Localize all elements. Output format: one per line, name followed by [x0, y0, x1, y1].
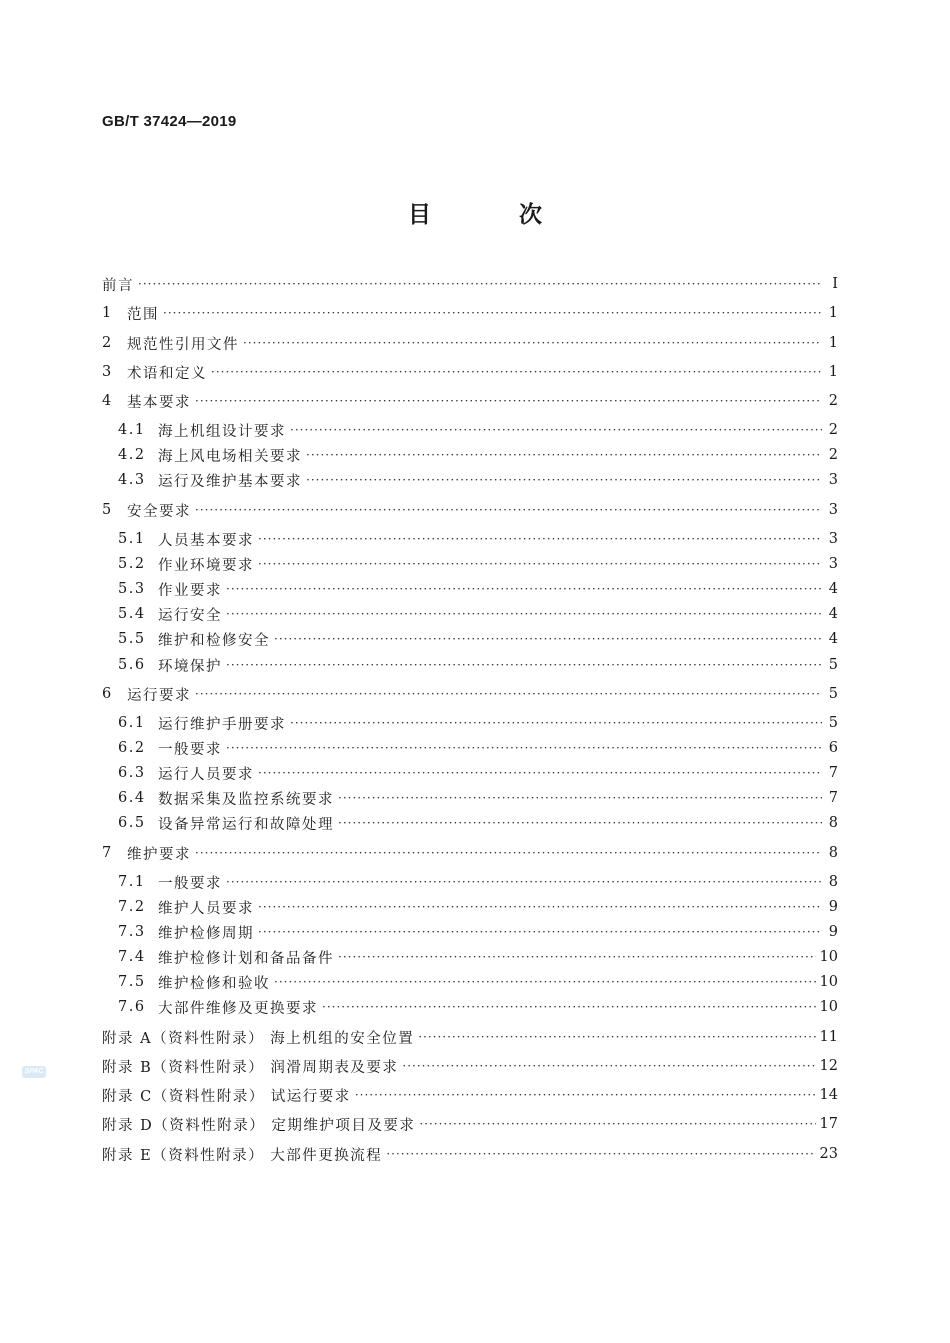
- toc-entry[interactable]: [118, 811, 838, 835]
- toc-entry[interactable]: [102, 841, 838, 865]
- dot-leader: [338, 950, 816, 964]
- toc-entry-page: 2: [828, 422, 838, 438]
- toc-entry-page: 3: [828, 472, 838, 488]
- toc-entry-page: Ⅰ: [832, 276, 838, 292]
- toc-entry[interactable]: [118, 443, 838, 467]
- toc-entry[interactable]: [102, 1025, 838, 1049]
- toc-entry-label: 海上风电场相关要求: [158, 448, 302, 465]
- toc-entry[interactable]: [118, 627, 838, 651]
- dot-leader: [195, 503, 822, 517]
- toc-entry[interactable]: [118, 552, 838, 576]
- toc-entry-number: 7.1: [118, 874, 146, 890]
- toc-entry-number: 7: [102, 845, 113, 861]
- standard-code: GB/T 37424—2019: [102, 113, 237, 130]
- toc-entry[interactable]: [118, 970, 838, 994]
- toc-entry-number: 7.2: [118, 899, 146, 915]
- toc-entry-page: 2: [828, 393, 838, 409]
- dot-leader: [386, 1147, 815, 1161]
- toc-entry-number: 6.1: [118, 715, 146, 731]
- dot-leader: [226, 582, 822, 596]
- toc-entry-page: 4: [828, 606, 838, 622]
- toc-entry-number: 6.2: [118, 740, 146, 756]
- toc-entry[interactable]: [102, 682, 838, 706]
- toc-entry-number: 5.5: [118, 631, 146, 647]
- dot-leader: [195, 846, 822, 860]
- toc-entry-label: 运行维护手册要求: [158, 716, 286, 733]
- toc-entry[interactable]: [102, 498, 838, 522]
- toc-entry-number: 3: [102, 364, 113, 380]
- dot-leader: [274, 975, 816, 989]
- toc-entry-number: 5.1: [118, 531, 146, 547]
- toc-entry-label: 设备异常运行和故障处理: [158, 816, 334, 833]
- toc-entry-page: 5: [828, 715, 838, 731]
- toc-entry-number: 7.3: [118, 924, 146, 940]
- toc-entry-page: 2: [828, 447, 838, 463]
- toc-entry-label: 作业环境要求: [158, 557, 254, 574]
- toc-entry-label: 附录 B（资料性附录） 润滑周期表及要求: [102, 1059, 399, 1076]
- toc-entry-page: 14: [819, 1087, 838, 1103]
- toc-entry-page: 1: [828, 364, 838, 380]
- toc-entry-number: 5.4: [118, 606, 146, 622]
- dot-leader: [419, 1117, 815, 1131]
- toc-entry-number: 6.4: [118, 790, 146, 806]
- toc-entry-page: 8: [828, 845, 838, 861]
- toc-entry-label: 数据采集及监控系统要求: [158, 791, 334, 808]
- toc-entry-page: 6: [828, 740, 838, 756]
- toc-entry-page: 9: [828, 924, 838, 940]
- toc-entry-label: 术语和定义: [127, 365, 207, 382]
- toc-entry-label: 环境保护: [158, 658, 222, 675]
- toc-entry[interactable]: [102, 389, 838, 413]
- toc-entry-label: 范围: [127, 306, 159, 323]
- toc-entry-number: 7.5: [118, 974, 146, 990]
- dot-leader: [243, 336, 822, 350]
- toc-entry-number: 4.1: [118, 422, 146, 438]
- dot-leader: [195, 687, 822, 701]
- toc-entry-label: 附录 C（资料性附录） 试运行要求: [102, 1088, 351, 1105]
- dot-leader: [306, 448, 822, 462]
- toc-entry[interactable]: [102, 360, 838, 384]
- toc-entry[interactable]: [118, 920, 838, 944]
- toc-entry[interactable]: [118, 895, 838, 919]
- dot-leader: [290, 716, 822, 730]
- toc-entry-number: 5.6: [118, 657, 146, 673]
- toc-entry[interactable]: [102, 301, 838, 325]
- toc-entry-number: 5.3: [118, 581, 146, 597]
- toc-entry-label: 一般要求: [158, 875, 222, 892]
- toc-entry-page: 8: [828, 815, 838, 831]
- toc-entry[interactable]: [118, 761, 838, 785]
- dot-leader: [306, 473, 822, 487]
- dot-leader: [355, 1088, 816, 1102]
- toc-entry[interactable]: [118, 468, 838, 492]
- toc-entry-label: 维护要求: [127, 846, 191, 863]
- dot-leader: [226, 741, 822, 755]
- toc-entry-page: 7: [828, 790, 838, 806]
- dot-leader: [195, 394, 822, 408]
- toc-entry[interactable]: [118, 786, 838, 810]
- dot-leader: [226, 607, 822, 621]
- dot-leader: [211, 365, 822, 379]
- toc-entry-label: 附录 A（资料性附录） 海上机组的安全位置: [102, 1030, 415, 1047]
- toc-entry[interactable]: [118, 995, 838, 1019]
- toc-entry-page: 10: [819, 974, 838, 990]
- toc-entry-label: 维护和检修安全: [158, 632, 270, 649]
- toc-entry-label: 大部件维修及更换要求: [158, 1000, 318, 1017]
- toc-entry[interactable]: [118, 602, 838, 626]
- toc-entry-label: 作业要求: [158, 582, 222, 599]
- toc-entry[interactable]: [118, 870, 838, 894]
- toc-entry[interactable]: [102, 1112, 838, 1136]
- dot-leader: [274, 632, 822, 646]
- toc-entry-number: 4: [102, 393, 113, 409]
- toc-entry-page: 11: [819, 1029, 838, 1045]
- toc-entry-page: 12: [819, 1058, 838, 1074]
- toc-entry-page: 1: [828, 335, 838, 351]
- dot-leader: [338, 816, 822, 830]
- toc-entry-page: 23: [819, 1146, 838, 1162]
- toc-entry-label: 维护检修和验收: [158, 975, 270, 992]
- toc-entry-page: 10: [819, 999, 838, 1015]
- toc-entry-label: 附录 E（资料性附录） 大部件更换流程: [102, 1147, 383, 1164]
- dot-leader: [402, 1059, 815, 1073]
- dot-leader: [338, 791, 822, 805]
- dot-leader: [322, 1000, 816, 1014]
- toc-entry-label: 基本要求: [127, 394, 191, 411]
- dot-leader: [226, 875, 822, 889]
- dot-leader: [290, 423, 822, 437]
- toc-entry-number: 6.3: [118, 765, 146, 781]
- toc-entry[interactable]: [118, 945, 838, 969]
- toc-entry-number: 2: [102, 335, 113, 351]
- toc-entry-label: 运行要求: [127, 687, 191, 704]
- toc-entry[interactable]: [102, 1054, 838, 1078]
- dot-leader: [258, 900, 822, 914]
- dot-leader: [258, 557, 822, 571]
- toc-entry[interactable]: [118, 418, 838, 442]
- toc-entry-label: 附录 D（资料性附录） 定期维护项目及要求: [102, 1117, 416, 1134]
- toc-entry-page: 3: [828, 556, 838, 572]
- toc-entry[interactable]: [118, 711, 838, 735]
- dot-leader: [258, 766, 822, 780]
- toc-entry-number: 5.2: [118, 556, 146, 572]
- toc-entry-number: 1: [102, 305, 113, 321]
- toc-entry[interactable]: [118, 653, 838, 677]
- toc-entry-number: 4.3: [118, 472, 146, 488]
- toc-entry-label: 海上机组设计要求: [158, 423, 286, 440]
- toc-entry-number: 5: [102, 502, 113, 518]
- toc-entry-page: 10: [819, 949, 838, 965]
- toc-entry[interactable]: [102, 272, 838, 296]
- dot-leader: [258, 925, 822, 939]
- toc-title: 目 次: [407, 202, 582, 228]
- toc-entry-page: 3: [828, 531, 838, 547]
- dot-leader: [226, 658, 822, 672]
- toc-entry-number: 6: [102, 686, 113, 702]
- toc-entry-label: 规范性引用文件: [127, 336, 239, 353]
- toc-entry-label: 运行及维护基本要求: [158, 473, 302, 490]
- toc-entry-number: 6.5: [118, 815, 146, 831]
- toc-entry[interactable]: [102, 1142, 838, 1166]
- toc-entry-page: 1: [828, 305, 838, 321]
- toc-entry[interactable]: [118, 736, 838, 760]
- watermark-logo: SPAC: [22, 1066, 46, 1078]
- toc-entry-label: 人员基本要求: [158, 532, 254, 549]
- toc-entry-label: 维护检修计划和备品备件: [158, 950, 334, 967]
- toc-entry-number: 7.6: [118, 999, 146, 1015]
- dot-leader: [418, 1030, 815, 1044]
- toc-entry-number: 4.2: [118, 447, 146, 463]
- toc-entry[interactable]: [102, 331, 838, 355]
- toc-entry-page: 9: [828, 899, 838, 915]
- dot-leader: [163, 306, 822, 320]
- toc-entry-label: 安全要求: [127, 503, 191, 520]
- toc-entry-page: 4: [828, 631, 838, 647]
- toc-entry-page: 5: [828, 657, 838, 673]
- toc-entry-number: 7.4: [118, 949, 146, 965]
- toc-entry-label: 运行安全: [158, 607, 222, 624]
- toc-entry-page: 17: [819, 1116, 838, 1132]
- toc-entry-page: 7: [828, 765, 838, 781]
- toc-entry-page: 4: [828, 581, 838, 597]
- toc-entry[interactable]: [102, 1083, 838, 1107]
- toc-entry[interactable]: [118, 577, 838, 601]
- toc-entry-label: 维护检修周期: [158, 925, 254, 942]
- dot-leader: [258, 532, 822, 546]
- toc-entry[interactable]: [118, 527, 838, 551]
- toc-entry-label: 运行人员要求: [158, 766, 254, 783]
- toc-entry-page: 3: [828, 502, 838, 518]
- toc-entry-label: 一般要求: [158, 741, 222, 758]
- dot-leader: [138, 277, 822, 291]
- toc-entry-page: 8: [828, 874, 838, 890]
- toc-entry-label: 前言: [102, 277, 134, 294]
- toc-entry-page: 5: [828, 686, 838, 702]
- toc-entry-label: 维护人员要求: [158, 900, 254, 917]
